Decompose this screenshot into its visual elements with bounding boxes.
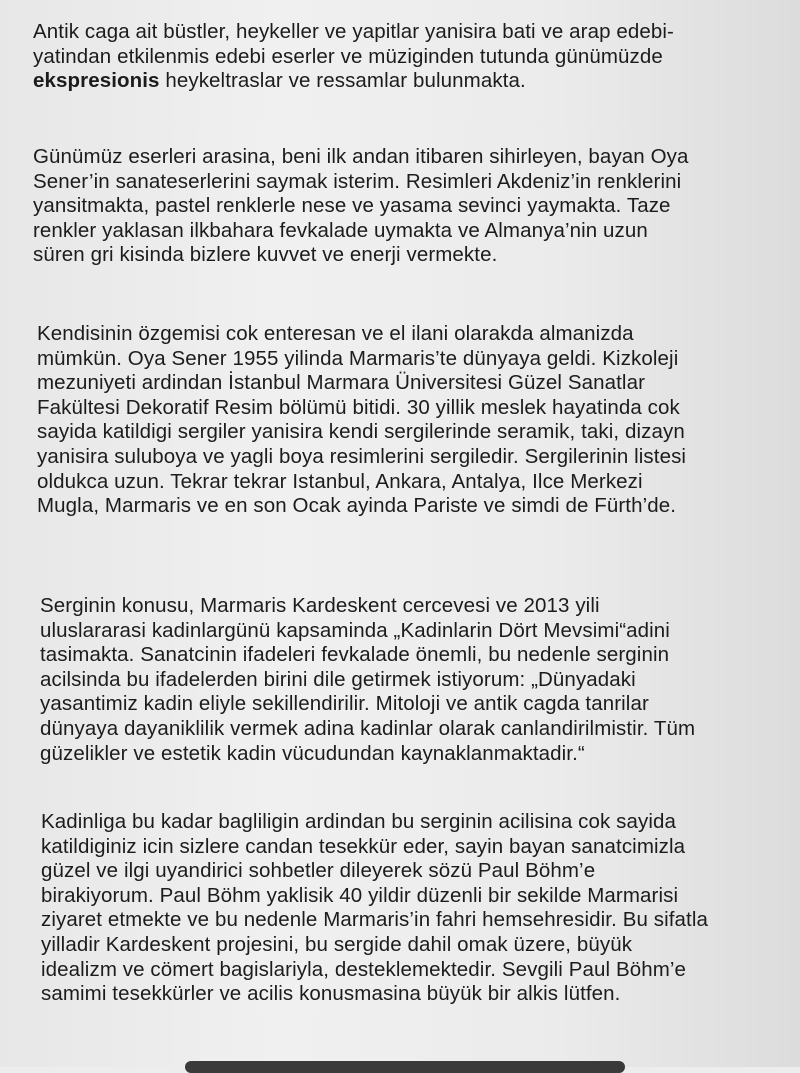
paragraph-3: [37, 322, 800, 519]
text-line: güzel ve ilgi uyandirici sohbetler dileyerek sözü Paul Böhm’e: [41, 859, 596, 883]
text-line: dünyaya dayaniklilik vermek adina kadinlar olarak canlandirilmistir. Tüm: [40, 716, 696, 740]
text-line: Fakültesi Dekoratif Resim bölümü bitidi. 30 yillik meslek hayatinda cok: [37, 395, 680, 419]
text-span: heykeltraslar ve ressamlar bulunmakta.: [159, 69, 526, 93]
text-line: yansitmakta, pastel renklerle nese ve yasama sevinci yaymakta. Taze: [33, 194, 671, 218]
text-line: güzelikler ve estetik kadin vücudundan kaynaklanmaktadir.“: [40, 741, 585, 765]
paragraph-5: [41, 810, 800, 1007]
text-line: sayida katildigi sergiler yanisira kendi sergilerinde seramik, taki, dizayn: [37, 420, 685, 444]
text-line: birakiyorum. Paul Böhm yaklisik 40 yildir düzenli bir sekilde Marmarisi: [41, 883, 679, 907]
text-line: mümkün. Oya Sener 1955 yilinda Marmaris’te dünyaya geldi. Kizkoleji: [37, 346, 679, 370]
text-line: yasantimiz kadin eliyle sekillendirilir. Mitoloji ve antik cagda tanrilar: [40, 692, 649, 716]
text-line: Serginin konusu, Marmaris Kardeskent cercevesi ve 2013 yili: [40, 594, 600, 617]
text-line: süren gri kisinda bizlere kuvvet ve enerji vermekte.: [33, 243, 498, 267]
text-line: tasimakta. Sanatcinin ifadeleri fevkalade önemli, bu nedenle serginin: [40, 643, 670, 667]
text-line: acilsinda bu ifadelerden birini dile getirmek istiyorum: „Dünyadaki: [40, 667, 636, 691]
text-line: mezuniyeti ardindan İstanbul Marmara Üniversitesi Güzel Sanatlar: [37, 371, 646, 395]
text-line: Günümüz eserleri arasina, beni ilk andan itibaren sihirleyen, bayan Oya: [33, 145, 689, 168]
paragraph-4: [40, 594, 800, 766]
text-line: renkler yaklasan ilkbahara fevkalade uymakta ve Almanya’nin uzun: [33, 218, 648, 242]
text-line: yatindan etkilenmis edebi eserler ve müziginden tutunda günümüzde: [33, 44, 663, 68]
paragraph-2: [33, 145, 800, 268]
page-edge-shadow: [185, 1061, 625, 1073]
bold-term: ekspresionis: [33, 69, 160, 93]
text-line: yanisira suluboya ve yagli boya resimlerini sergiledir. Sergilerinin listesi: [37, 444, 687, 468]
text-line: Kadinliga bu kadar bagliligin ardindan bu serginin acilisina cok sayida: [41, 810, 677, 833]
text-line: Mugla, Marmaris ve en son Ocak ayinda Pariste ve simdi de Fürth’de.: [37, 494, 677, 518]
text-line: [33, 69, 800, 94]
text-line: samimi tesekkürler ve acilis konusmasina büyük bir alkis lütfen.: [41, 982, 621, 1006]
text-line: yilladir Kardeskent projesini, bu sergide dahil omak üzere, büyük: [41, 932, 633, 956]
text-line: oldukca uzun. Tekrar tekrar Istanbul, Ankara, Antalya, Ilce Merkezi: [37, 469, 643, 493]
text-line: uluslararasi kadinlargünü kapsaminda „Kadinlarin Dört Mevsimi“adini: [40, 618, 670, 642]
paragraph-1: [33, 20, 800, 94]
text-line: idealizm ve cömert bagislariyla, desteklemektedir. Sevgili Paul Böhm’e: [41, 957, 687, 981]
text-line: Sener’in sanateserlerini saymak isterim. Resimleri Akdeniz’in renklerini: [33, 169, 682, 193]
text-line: Antik caga ait büstler, heykeller ve yapitlar yanisira bati ve arap edebi-: [33, 20, 674, 43]
text-line: Kendisinin özgemisi cok enteresan ve el ilani olarakda almanizda: [37, 322, 634, 345]
text-line: ziyaret etmekte ve bu nedenle Marmaris’in fahri hemsehresidir. Bu sifatla: [41, 908, 709, 932]
text-line: katildiginiz icin sizlere candan tesekkür eder, sayin bayan sanatcimizla: [41, 834, 686, 858]
